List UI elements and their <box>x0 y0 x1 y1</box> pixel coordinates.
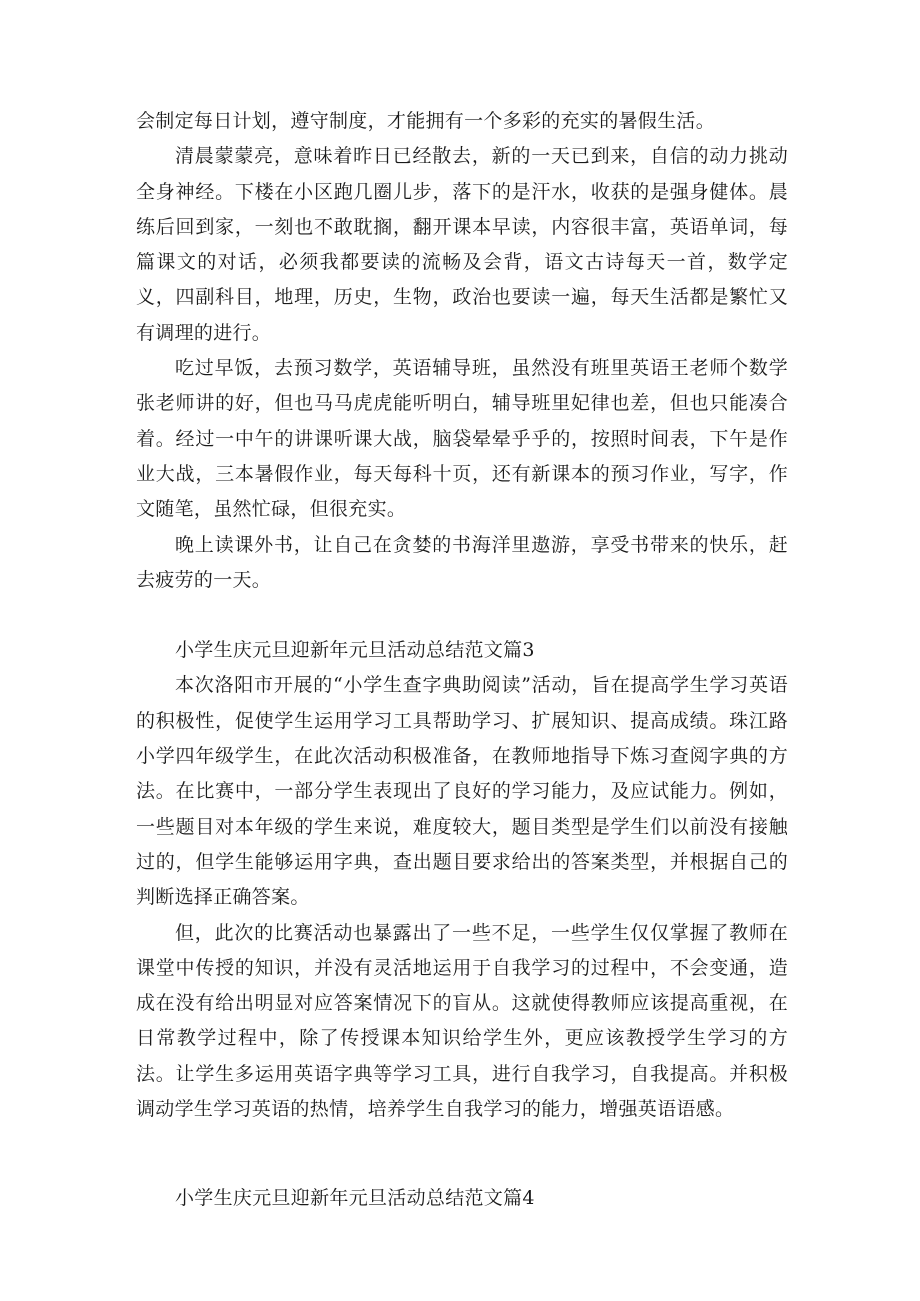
section-3-paragraph-activity: 本次洛阳市开展的“小学生查字典助阅读”活动，旨在提高学生学习英语的积极性，促使学生运用学习工具帮助学习、扩展知识、提高成绩。珠江路小学四年级学生，在此次活动积极准备，在教师地指导下炼习查阅字典的方法。在比赛中，一部分学生表现出了良好的学习能力，及应试能力。例如，一些题目对本年级的学生来说，难度较大，题目类型是学生们以前没有接触过的，但学生能够运用字典，查出题目要求给出的答案类型，并根据自己的判断选择正确答案。 <box>136 674 788 909</box>
section-3-heading: 小学生庆元旦迎新年元旦活动总结范文篇3 <box>175 639 535 662</box>
section-3-paragraph-shortcomings: 但，此次的比赛活动也暴露出了一些不足，一些学生仅仅掌握了教师在课堂中传授的知识，并没有灵活地运用于自我学习的过程中，不会变通，造成在没有给出明显对应答案情况下的盲从。这就使得教师应该提高重视，在日常教学过程中，除了传授课本知识给学生外，更应该教授学生学习的方法。让学生多运用英语字典等学习工具，进行自我学习，自我提高。并积极调动学生学习英语的热情，培养学生自我学习的能力，增强英语语感。 <box>136 921 788 1121</box>
document-page <box>136 104 788 1217</box>
paragraph-intro-end: 会制定每日计划，遵守制度，才能拥有一个多彩的充实的暑假生活。 <box>136 110 716 132</box>
section-4-heading: 小学生庆元旦迎新年元旦活动总结范文篇4 <box>175 1187 535 1210</box>
paragraph-morning: 清晨蒙蒙亮，意味着昨日已经散去，新的一天已到来，自信的动力挑动全身神经。下楼在小区跑几圈儿步，落下的是汗水，收获的是强身健体。晨练后回到家，一刻也不敢耽搁，翻开课本早读，内容很丰富，英语单词，每篇课文的对话，必须我都要读的流畅及会背，语文古诗每天一首，数学定义，四副科目，地理，历史，生物，政治也要读一遍，每天生活都是繁忙又有调理的进行。 <box>136 145 788 344</box>
section-spacer <box>136 598 788 633</box>
section-spacer <box>136 1127 788 1181</box>
paragraph-evening: 晚上读课外书，让自己在贪婪的书海洋里遨游，享受书带来的快乐，赶去疲劳的一天。 <box>136 533 788 591</box>
paragraph-breakfast: 吃过早饭，去预习数学，英语辅导班，虽然没有班里英语王老师个数学张老师讲的好，但也马马虎虎能听明白，辅导班里妃律也差，但也只能凑合着。经过一中午的讲课听课大战，脑袋晕晕乎乎的，按照时间表，下午是作业大战，三本暑假作业，每天每科十页，还有新课本的预习作业，写字，作文随笔，虽然忙碌，但很充实。 <box>136 357 788 521</box>
